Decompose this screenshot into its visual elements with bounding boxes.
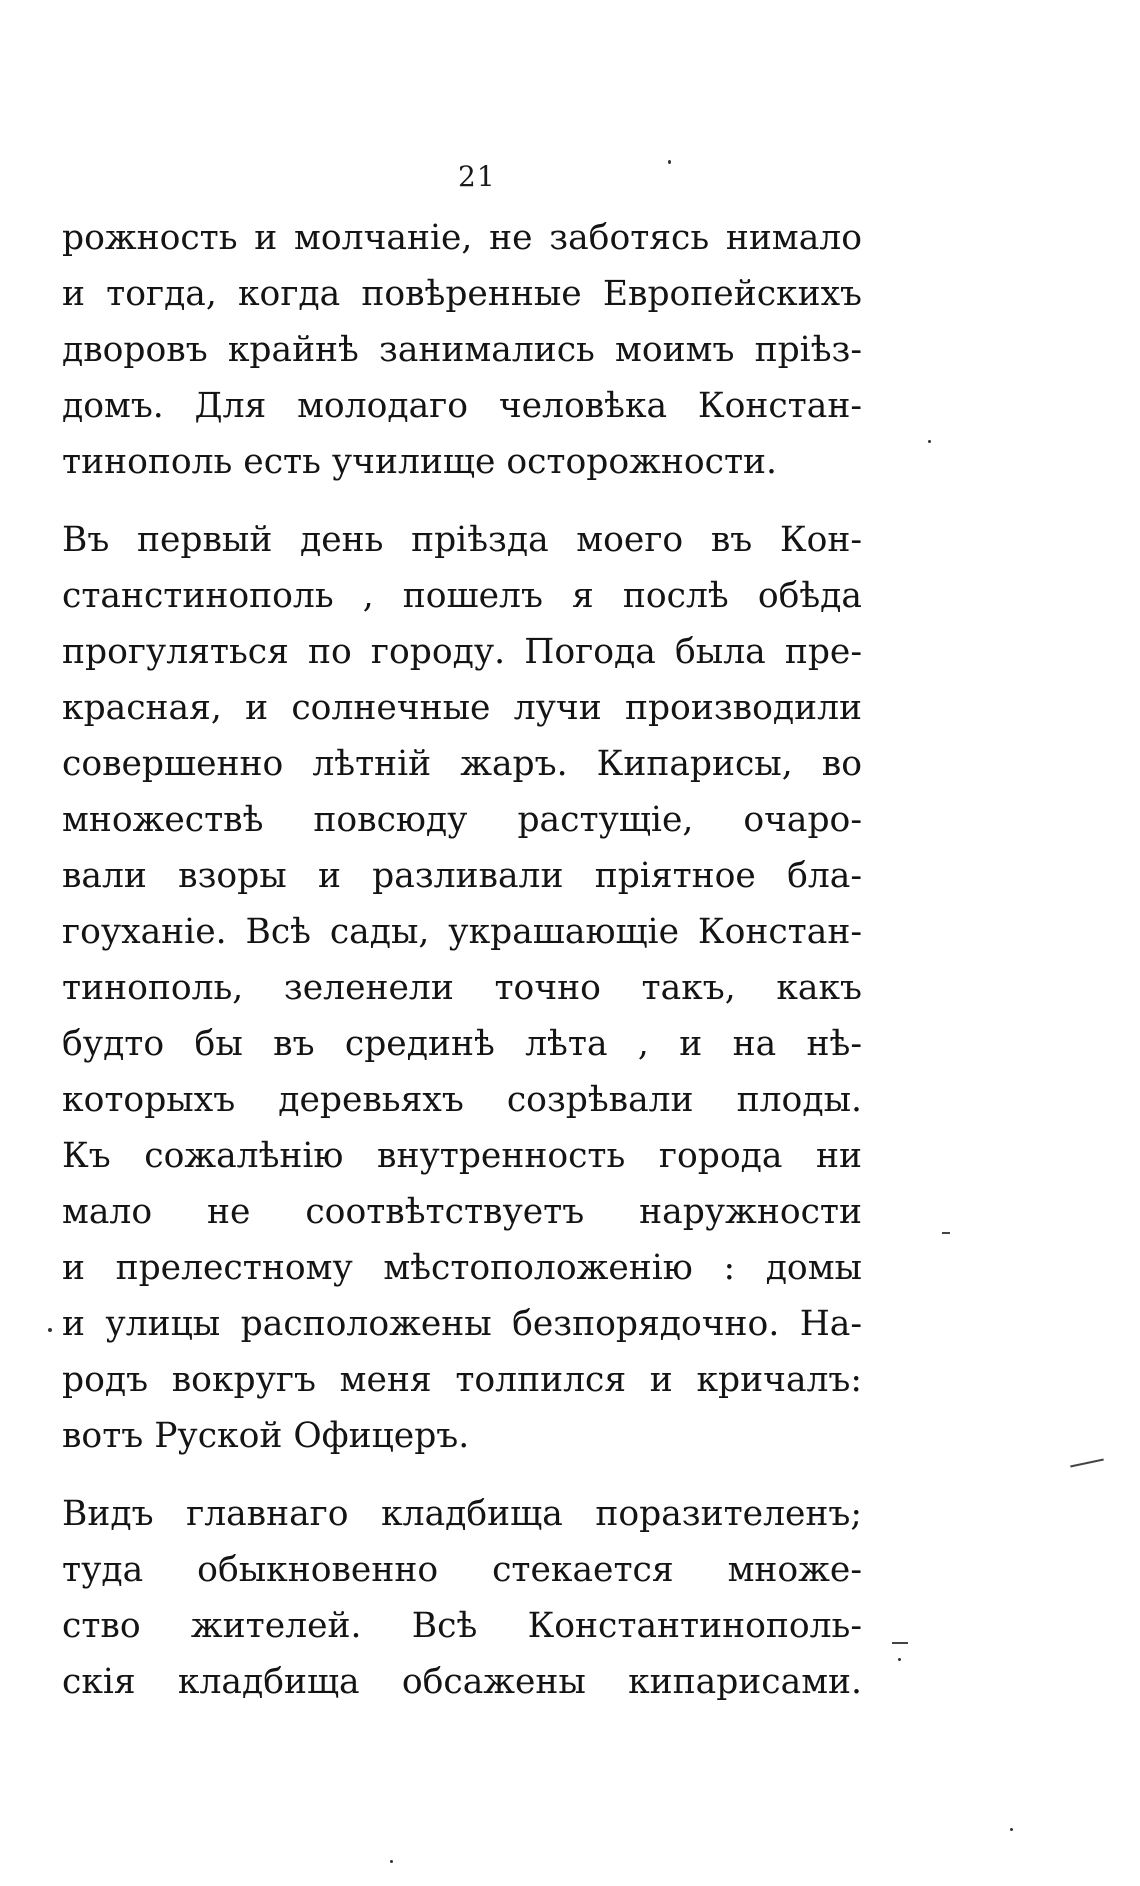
text-line: вотъ Руской Офицеръ. [62,1416,470,1456]
text-line: совершенно лѣтній жаръ. Кипарисы, во [62,744,862,784]
scan-speck [898,1658,901,1661]
text-line: рожность и молчаніе, не заботясь нимало [62,218,862,258]
text-line: мало не соотвѣтствуетъ наружности [62,1192,862,1232]
paragraph-1 [62,210,862,490]
scan-speck [668,160,671,164]
text-line: и тогда, когда повѣренные Европейскихъ [62,274,862,314]
scan-speck [48,1328,52,1332]
text-line: вали взоры и разливали пріятное бла- [62,856,862,896]
text-line: гоуханіе. Всѣ сады, украшающіе Констан- [62,912,862,952]
scan-mark [1070,1458,1104,1467]
text-line: ство жителей. Всѣ Константинополь- [62,1606,862,1646]
scan-speck [390,1860,393,1863]
page-number: 21 [458,160,496,193]
text-line: Видъ главнаго кладбища поразителенъ; [62,1494,862,1534]
paragraph-gap [62,490,862,512]
text-line: скія кладбища обсажены кипарисами. [62,1662,862,1702]
scan-speck [1010,1828,1013,1831]
text-line: дворовъ крайнѣ занимались моимъ пріѣз- [62,330,862,370]
text-line: тинополь, зеленели точно такъ, какъ [62,968,862,1008]
body-text [62,210,862,1710]
scan-speck [928,440,931,443]
text-line: красная, и солнечные лучи производили [62,688,862,728]
text-line: родъ вокругъ меня толпился и кричалъ: [62,1360,862,1400]
text-line: домъ. Для молодаго человѣка Констан- [62,386,862,426]
scan-mark [892,1642,908,1644]
text-line: Въ первый день пріѣзда моего въ Кон- [62,520,862,560]
text-line: туда обыкновенно стекается множе- [62,1550,862,1590]
text-line: множествѣ повсюду растущіе, очаро- [62,800,862,840]
text-line: тинополь есть училище осторожности. [62,442,777,482]
text-line: станстинополь , пошелъ я послѣ обѣда [62,576,862,616]
text-line: которыхъ деревьяхъ созрѣвали плоды. [62,1080,862,1120]
paragraph-gap [62,1464,862,1486]
text-line: и улицы расположены безпорядочно. На- [62,1304,862,1344]
text-line: и прелестному мѣстоположенію : домы [62,1248,862,1288]
text-line: прогуляться по городу. Погода была пре- [62,632,862,672]
paragraph-2 [62,512,862,1464]
text-line: будто бы въ срединѣ лѣта , и на нѣ- [62,1024,862,1064]
scan-mark [942,1232,950,1234]
text-line: Къ сожалѣнію внутренность города ни [62,1136,862,1176]
paragraph-3 [62,1486,862,1710]
